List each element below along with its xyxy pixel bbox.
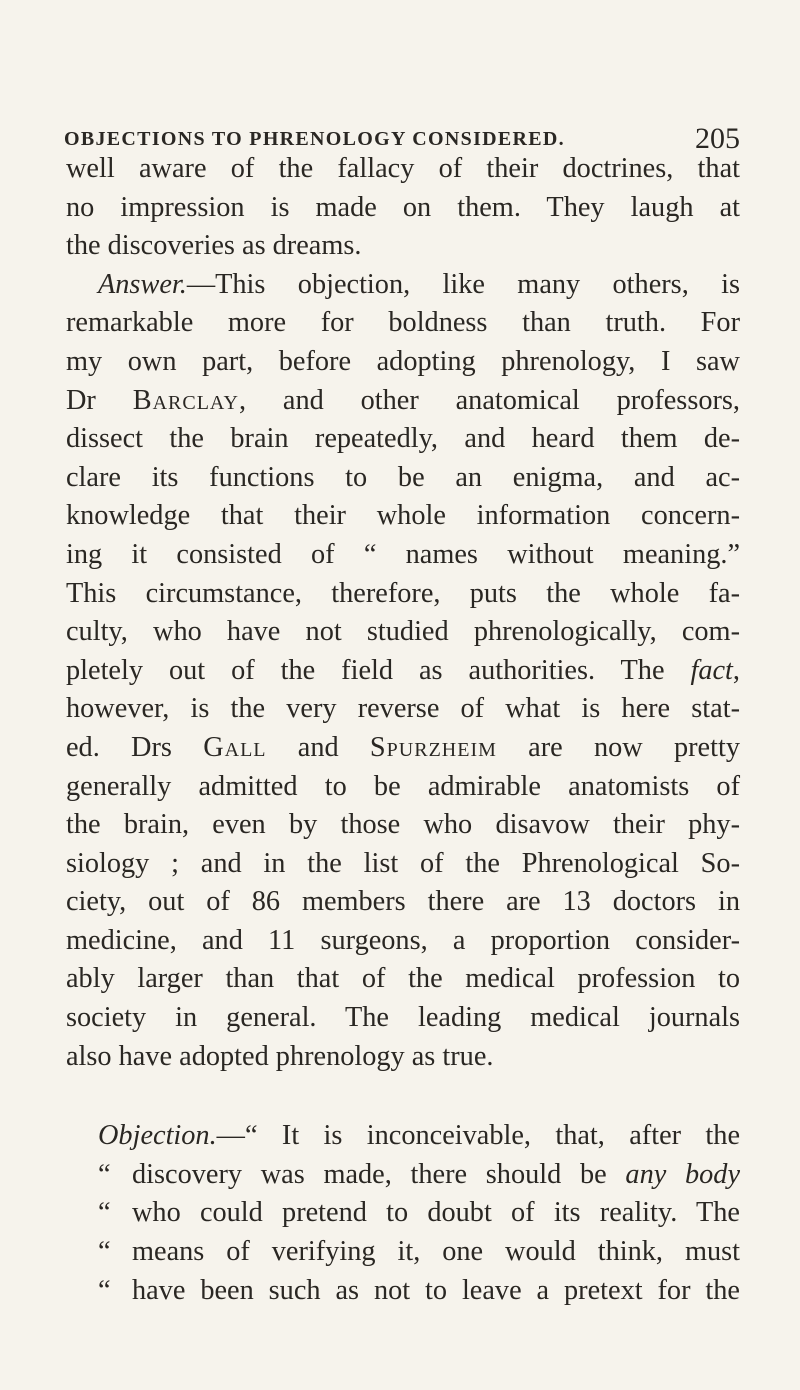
text-line: however, is the very reverse of what is here stat- xyxy=(66,693,740,725)
quote-mark: “ xyxy=(98,1158,111,1190)
objection-label: Objection. xyxy=(98,1120,217,1152)
text-line: society in general. The leading medical journals xyxy=(66,1002,740,1034)
text-fragment: Dr xyxy=(66,384,133,416)
body-text xyxy=(66,150,740,1310)
answer-line xyxy=(66,266,740,305)
text-fragment: are now pretty xyxy=(496,731,740,763)
quote-mark: “ xyxy=(98,1236,111,1268)
quoted-line xyxy=(66,1272,740,1311)
text-fragment: who could pretend to doubt of its reality. The xyxy=(132,1197,740,1229)
running-head: OBJECTIONS TO PHRENOLOGY CONSIDERED. xyxy=(64,128,565,150)
text-line: ing it consisted of “ names without meaning.” xyxy=(66,538,740,570)
text-line: my own part, before adopting phrenology, I saw xyxy=(66,345,740,377)
text-line: remarkable more for boldness than truth. For xyxy=(66,307,740,339)
text-line: ably larger than that of the medical profession to xyxy=(66,963,740,995)
answer-text: —This objection, like many others, is xyxy=(186,268,740,300)
name-gall: Gall xyxy=(203,731,267,763)
text-fragment: ed. Drs xyxy=(66,731,204,763)
text-line: the discoveries as dreams. xyxy=(66,230,362,262)
text-line: generally admitted to be admirable anatomists of xyxy=(66,770,740,802)
text-line xyxy=(66,652,740,691)
text-line: clare its functions to be an enigma, and ac- xyxy=(66,461,740,493)
text-fragment: pletely out of the field as authorities. The xyxy=(66,654,691,686)
paragraph-gap xyxy=(66,1076,740,1117)
text-line xyxy=(66,382,740,421)
quoted-line xyxy=(66,1156,740,1195)
text-line: This circumstance, therefore, puts the whole fa- xyxy=(66,577,740,609)
objection-line xyxy=(66,1117,740,1156)
name-spurzheim: Spurzheim xyxy=(369,731,497,763)
text-line: also have adopted phrenology as true. xyxy=(66,1040,494,1072)
text-fragment: discovery was made, there should be xyxy=(132,1158,626,1190)
emphasis-any-body: any body xyxy=(625,1158,741,1190)
text-fragment: , and other anatomical professors, xyxy=(238,384,740,416)
text-fragment: have been such as not to leave a pretext for the xyxy=(132,1274,740,1306)
text-fragment: , xyxy=(732,654,740,686)
text-line: the brain, even by those who disavow their phy- xyxy=(66,809,740,841)
text-line: medicine, and 11 surgeons, a proportion consider- xyxy=(66,924,740,956)
text-line: culty, who have not studied phrenologically, com- xyxy=(66,616,740,648)
text-line xyxy=(66,729,740,768)
text-line: dissect the brain repeatedly, and heard them de- xyxy=(66,423,740,455)
objection-text: —“ It is inconceivable, that, after the xyxy=(216,1120,740,1152)
quoted-line xyxy=(66,1233,740,1272)
text-line: siology ; and in the list of the Phrenological So- xyxy=(66,847,740,879)
text-fragment: and xyxy=(266,731,370,763)
text-line: no impression is made on them. They laugh at xyxy=(66,191,740,223)
text-fragment: means of verifying it, one would think, must xyxy=(132,1236,740,1268)
quote-mark: “ xyxy=(98,1274,111,1306)
emphasis-fact: fact xyxy=(690,654,733,686)
text-line: knowledge that their whole information concern- xyxy=(66,500,740,532)
text-line: well aware of the fallacy of their doctrines, that xyxy=(66,153,740,184)
name-barclay: Barclay xyxy=(132,384,239,416)
answer-label: Answer. xyxy=(98,268,187,300)
page-number: 205 xyxy=(695,122,740,155)
text-line: ciety, out of 86 members there are 13 doctors in xyxy=(66,886,740,918)
quote-mark: “ xyxy=(98,1197,111,1229)
quoted-line xyxy=(66,1194,740,1233)
